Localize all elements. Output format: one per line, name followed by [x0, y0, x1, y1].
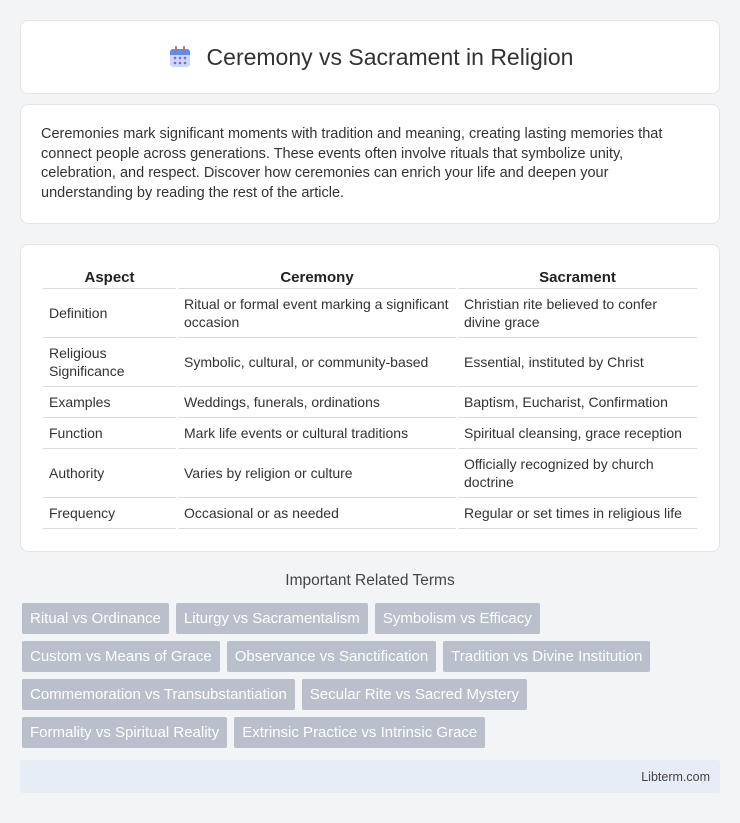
row-aspect: Function — [43, 418, 176, 449]
header-card — [20, 20, 720, 94]
row-ceremony: Mark life events or cultural traditions — [178, 418, 456, 449]
related-term-tag[interactable]: Ritual vs Ordinance — [22, 603, 169, 634]
table-row — [43, 289, 697, 338]
table-row — [43, 338, 697, 387]
row-sacrament: Spiritual cleansing, grace reception — [458, 418, 697, 449]
footer-site-link[interactable]: Libterm.com — [641, 769, 710, 784]
row-aspect: Examples — [43, 387, 176, 418]
intro-card — [20, 104, 720, 224]
row-ceremony: Varies by religion or culture — [178, 449, 456, 498]
header-sacrament: Sacrament — [458, 265, 697, 289]
row-ceremony: Symbolic, cultural, or community-based — [178, 338, 456, 387]
related-term-tag[interactable]: Symbolism vs Efficacy — [375, 603, 540, 634]
related-term-tag[interactable]: Custom vs Means of Grace — [22, 641, 220, 672]
related-term-tag[interactable]: Formality vs Spiritual Reality — [22, 717, 227, 748]
page-title: Ceremony vs Sacrament in Religion — [206, 43, 574, 70]
intro-text: Ceremonies mark significant moments with tradition and meaning, creating lasting memories that connect people across generations. These events often involve rituals that symbolize unity, celebration, and respect. Discover how ceremonies can enrich your life and deepen your understanding by reading the rest of the article. — [41, 126, 663, 201]
related-term-tag[interactable]: Observance vs Sanctification — [227, 641, 436, 672]
row-sacrament: Regular or set times in religious life — [458, 498, 697, 529]
comparison-table — [41, 265, 699, 529]
row-aspect: Definition — [43, 289, 176, 338]
row-sacrament: Baptism, Eucharist, Confirmation — [458, 387, 697, 418]
related-term-tag[interactable]: Commemoration vs Transubstantiation — [22, 679, 295, 710]
row-sacrament: Essential, instituted by Christ — [458, 338, 697, 387]
table-row — [43, 418, 697, 449]
related-terms-list — [22, 603, 722, 748]
row-ceremony: Weddings, funerals, ordinations — [178, 387, 456, 418]
table-row — [43, 498, 697, 529]
related-term-tag[interactable]: Liturgy vs Sacramentalism — [176, 603, 368, 634]
header-ceremony: Ceremony — [178, 265, 456, 289]
related-term-tag[interactable]: Secular Rite vs Sacred Mystery — [302, 679, 527, 710]
row-sacrament: Officially recognized by church doctrine — [458, 449, 697, 498]
related-term-tag[interactable]: Tradition vs Divine Institution — [443, 641, 650, 672]
row-aspect: Religious Significance — [43, 338, 176, 387]
related-term-tag[interactable]: Extrinsic Practice vs Intrinsic Grace — [234, 717, 485, 748]
table-row — [43, 387, 697, 418]
table-row — [43, 449, 697, 498]
row-aspect: Authority — [43, 449, 176, 498]
calendar-icon — [167, 44, 193, 70]
table-header-row — [43, 265, 697, 289]
comparison-table-card — [20, 244, 720, 552]
row-ceremony: Ritual or formal event marking a significant occasion — [178, 289, 456, 338]
row-ceremony: Occasional or as needed — [178, 498, 456, 529]
related-terms-title: Important Related Terms — [285, 572, 455, 589]
header-aspect: Aspect — [43, 265, 176, 289]
footer — [20, 760, 720, 793]
row-aspect: Frequency — [43, 498, 176, 529]
row-sacrament: Christian rite believed to confer divine grace — [458, 289, 697, 338]
